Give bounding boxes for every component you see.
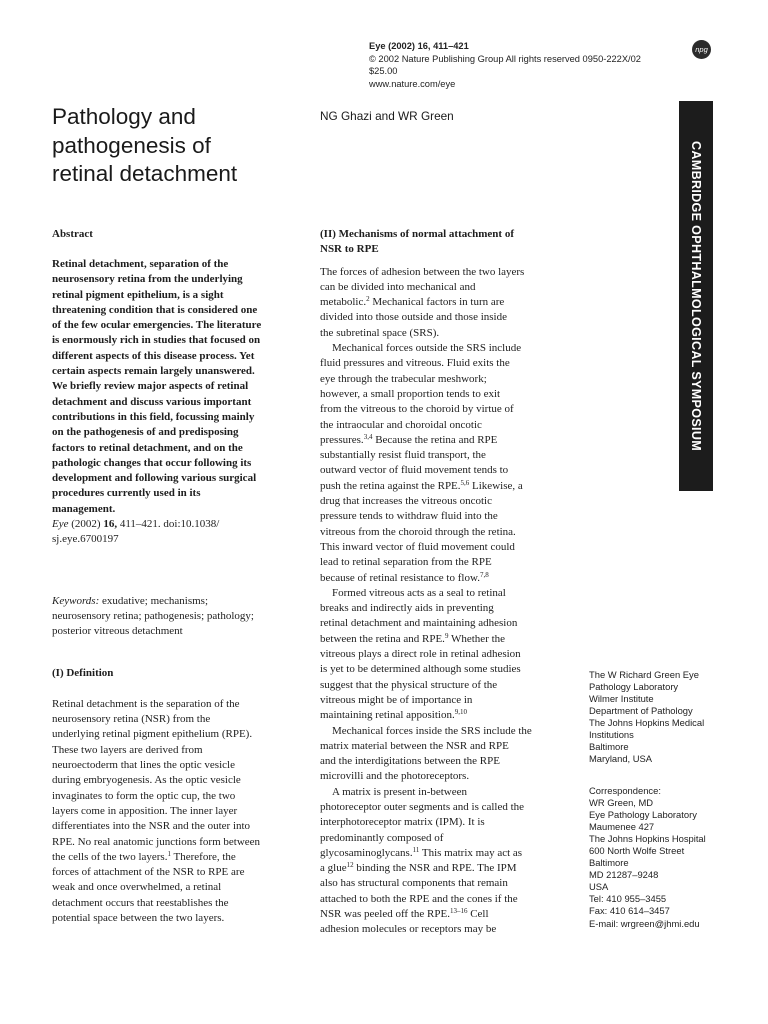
mechanisms-heading: (II) Mechanisms of normal attachment of NSR to RPE	[320, 228, 514, 256]
correspondence-line: WR Green, MD	[589, 797, 654, 809]
definition-line: the cells of the two layers.$^1$ Therefore, the	[52, 849, 236, 863]
copyright-line: © 2002 Nature Publishing Group All rights reserved 0950-222X/02 $25.00	[369, 53, 641, 77]
mechanisms-line: microvilli and the photoreceptors.	[320, 770, 470, 783]
correspondence-line: Baltimore	[589, 857, 629, 869]
mechanisms-line: predominantly composed of	[320, 831, 444, 844]
mechanisms-line: breaks and indirectly aids in preventing	[320, 602, 494, 615]
definition-line: detachment occurs that reestablishes the	[52, 896, 229, 909]
definition-line: weak and once overwhelmed, a retinal	[52, 881, 222, 894]
journal-citation: Eye (2002) 16, 411–421	[369, 41, 469, 51]
affiliation-line: Pathology Laboratory	[589, 681, 679, 693]
affiliation-line: The Johns Hopkins Medical	[589, 717, 705, 729]
reference-superscript: 11	[412, 845, 420, 854]
mechanisms-paragraph	[320, 341, 570, 586]
mechanisms-line: matrix material between the NSR and RPE	[320, 739, 509, 752]
abstract-body	[52, 257, 300, 517]
reference-superscript: 9	[444, 631, 449, 640]
abstract-line: We briefly review major aspects of retinal	[52, 380, 249, 393]
mechanisms-line: Mechanical forces inside the SRS include the	[332, 724, 532, 737]
mechanisms-line: retinal detachment and maintaining adhesion	[320, 617, 518, 630]
affiliation-line: Baltimore	[589, 741, 629, 753]
journal-header	[369, 40, 649, 90]
mechanisms-line: suggest that the physical structure of the	[320, 678, 498, 691]
correspondence-line: E-mail: wrgreen@jhmi.edu	[589, 917, 700, 929]
left-column	[52, 227, 300, 926]
abstract-line: certain aspects remain largely unanswered.	[52, 365, 255, 378]
mechanisms-line: fluid pressures and vitreous. Fluid exits the	[320, 357, 510, 370]
mechanisms-line: because of retinal resistance to flow.$^{7,8}$	[320, 570, 489, 584]
mechanisms-line: interphotoreceptor matrix (IPM). It is	[320, 816, 485, 829]
mechanisms-line: is yet to be determined although some studies	[320, 663, 521, 676]
middle-column	[320, 227, 570, 938]
mechanisms-line: vitreous might be of importance in	[320, 693, 473, 706]
correspondence-line: Eye Pathology Laboratory	[589, 809, 697, 821]
mechanisms-line: between the retina and RPE.$^9$ Whether the	[320, 631, 506, 645]
abstract-line: is enormously rich in studies that focused on	[52, 334, 261, 347]
mechanisms-line: A matrix is present in-between	[332, 785, 468, 798]
abstract-line: neurosensory retina from the underlying	[52, 273, 243, 286]
reference-superscript: 9,10	[454, 708, 467, 717]
title-line: retinal detachment	[52, 161, 238, 186]
mechanisms-line: adhesion molecules or receptors may be	[320, 923, 497, 936]
reference-superscript: 2	[366, 295, 370, 304]
title-line: pathogenesis of	[52, 132, 211, 158]
mechanisms-line: photoreceptor outer segments and is called the	[320, 800, 525, 813]
reference-superscript: 7,8	[479, 570, 489, 579]
mechanisms-body	[320, 265, 570, 938]
mechanisms-line: pressures.$^{3,4}$ Because the retina and RPE	[320, 432, 498, 446]
correspondence-line: The Johns Hopkins Hospital	[589, 833, 706, 845]
mechanisms-paragraph	[320, 265, 570, 341]
mechanisms-line: divided into those outside and those inside	[320, 311, 507, 324]
abstract-line: management.	[52, 502, 116, 515]
abstract-heading: Abstract	[52, 228, 93, 240]
definition-line: RPE. No real anatomic junctions form between	[52, 835, 261, 848]
mechanisms-line: however, a small proportion tends to exit	[320, 387, 501, 400]
definition-line: layers come in apposition. The inner layer	[52, 804, 238, 817]
mechanisms-line: lead to retinal separation from the RPE	[320, 556, 492, 569]
definition-heading: (I) Definition	[52, 666, 114, 679]
mechanisms-line: The forces of adhesion between the two layers	[320, 265, 525, 278]
definition-line: Retinal detachment is the separation of the	[52, 697, 240, 710]
article-authors: NG Ghazi and WR Green	[320, 109, 454, 123]
definition-line: potential space between the two layers.	[52, 911, 225, 924]
definition-line: during embryogenesis. As the optic vesicle	[52, 774, 241, 787]
mechanisms-paragraph	[320, 724, 570, 785]
abstract-line: of the few ocular emergencies. The literature	[52, 319, 262, 332]
definition-line: neurosensory retina (NSR) from the	[52, 713, 211, 726]
mechanisms-line: pressure tends to withdraw fluid into the	[320, 510, 498, 523]
abstract-line: pathologic changes that occur following its	[52, 456, 252, 469]
mechanisms-paragraph	[320, 785, 570, 938]
mechanisms-line: the intraocular and choroidal oncotic	[320, 418, 482, 431]
correspondence-line: 600 North Wolfe Street	[589, 845, 685, 857]
mechanisms-line: the subretinal space (SRS).	[320, 326, 440, 339]
mechanisms-line: vitreous from the choroid through the retina.	[320, 525, 516, 538]
keywords-label: Keywords:	[52, 594, 100, 607]
mechanisms-line: can be divided into mechanical and	[320, 280, 476, 293]
reference-superscript: 3,4	[363, 432, 373, 441]
mechanisms-line: attached to both the RPE and the cones if the	[320, 892, 518, 905]
affiliation-line: Institutions	[589, 729, 634, 741]
reference-superscript: 13–16	[449, 907, 468, 916]
mechanisms-line: NSR was peeled off the RPE.$^{13-16}$ Cell	[320, 907, 489, 921]
mechanisms-line: from the vitreous to the choroid by virtue of	[320, 403, 514, 416]
abstract-line: detachment and discuss various important	[52, 395, 252, 408]
definition-line: underlying retinal pigment epithelium (RPE).	[52, 728, 253, 741]
mechanisms-line: push the retina against the RPE.$^{5,6}$ Likewise, a	[320, 478, 523, 492]
title-line: Pathology and	[52, 104, 196, 129]
abstract-line: development and following various surgical	[52, 472, 257, 485]
abstract-line: procedures currently used in its	[52, 487, 201, 500]
definition-line: neuroectoderm that lines the optic vesicle	[52, 759, 235, 772]
symposium-banner-text: CAMBRIDGE OPHTHALMOLOGICAL SYMPOSIUM	[689, 140, 703, 452]
mechanisms-line: This inward vector of fluid movement could	[320, 540, 515, 553]
keywords: Keywords: exudative; mechanisms; neurosensory retina; pathogenesis; pathology; posterior vitreous detachment	[52, 594, 254, 638]
mechanisms-line: vitreous plays a direct role in retinal adhesion	[320, 648, 521, 661]
abstract-line: Retinal detachment, separation of the	[52, 258, 229, 270]
abstract-line: on the pathogenesis of and predisposing	[52, 426, 239, 439]
definition-line: differentiates into the NSR and the outer into	[52, 820, 251, 833]
journal-url[interactable]: www.nature.com/eye	[369, 78, 456, 89]
affiliation	[589, 669, 749, 765]
mechanisms-line: drug that increases the vitreous oncotic	[320, 495, 492, 508]
mechanisms-line: metabolic.$^2$ Mechanical factors in turn are	[320, 295, 505, 309]
reference-superscript: 5,6	[460, 478, 470, 487]
definition-body-continued	[52, 865, 300, 926]
mechanisms-line: eye through the trabecular meshwork;	[320, 372, 487, 385]
abstract-line: different aspects of this disease process. Yet	[52, 349, 255, 362]
abstract-doi: sj.eye.6700197	[52, 533, 119, 546]
mechanisms-line: Mechanical forces outside the SRS include	[332, 342, 522, 355]
mechanisms-line: substantially resist fluid transport, the	[320, 449, 486, 462]
abstract-line: retinal pigment epithelium, is a sight	[52, 288, 224, 301]
reference-superscript: 12	[346, 861, 354, 870]
correspondence-line: Maumenee 427	[589, 821, 655, 833]
abstract-line: contributions in this field, focussing mainly	[52, 410, 255, 423]
correspondence	[589, 785, 759, 930]
mechanisms-line: maintaining retinal apposition.$^{9,10}$	[320, 708, 467, 722]
affiliation-line: Wilmer Institute	[589, 693, 654, 705]
correspondence-line: MD 21287–9248	[589, 869, 659, 881]
definition-body	[52, 697, 300, 850]
mechanisms-line: outward vector of fluid movement tends to	[320, 464, 509, 477]
abstract-line: factors to retinal detachment, and on the	[52, 441, 243, 454]
symposium-banner	[679, 101, 713, 491]
correspondence-line: Tel: 410 955–3455	[589, 893, 667, 905]
mechanisms-paragraph	[320, 586, 570, 724]
mechanisms-line: and the interdigitations between the RPE	[320, 755, 500, 768]
abstract-line: threatening condition that is considered one	[52, 303, 258, 316]
correspondence-line: Fax: 410 614–3457	[589, 905, 670, 917]
abstract-citation: Eye (2002) 16, 411–421. doi:10.1038/	[52, 518, 220, 531]
definition-line: forces of attachment of the NSR to RPE are	[52, 866, 245, 879]
definition-line: These two layers are derived from	[52, 743, 203, 756]
affiliation-line: Maryland, USA	[589, 753, 653, 765]
definition-line: invaginates to form the optic cup, the two	[52, 789, 236, 802]
correspondence-line: USA	[589, 881, 609, 893]
mechanisms-line: Formed vitreous acts as a seal to retinal	[332, 586, 506, 599]
mechanisms-line: also has structural components that remain	[320, 877, 508, 890]
affiliation-line: The W Richard Green Eye	[589, 669, 699, 680]
correspondence-line: Correspondence:	[589, 785, 661, 796]
mechanisms-line: a glue$^{12}$ binding the NSR and RPE. The IPM	[320, 861, 517, 875]
mechanisms-line: glycosaminoglycans.$^{11}$ This matrix may act as	[320, 845, 523, 859]
article-title	[52, 103, 312, 189]
npg-logo: npg	[692, 40, 711, 59]
affiliation-line: Department of Pathology	[589, 705, 693, 717]
